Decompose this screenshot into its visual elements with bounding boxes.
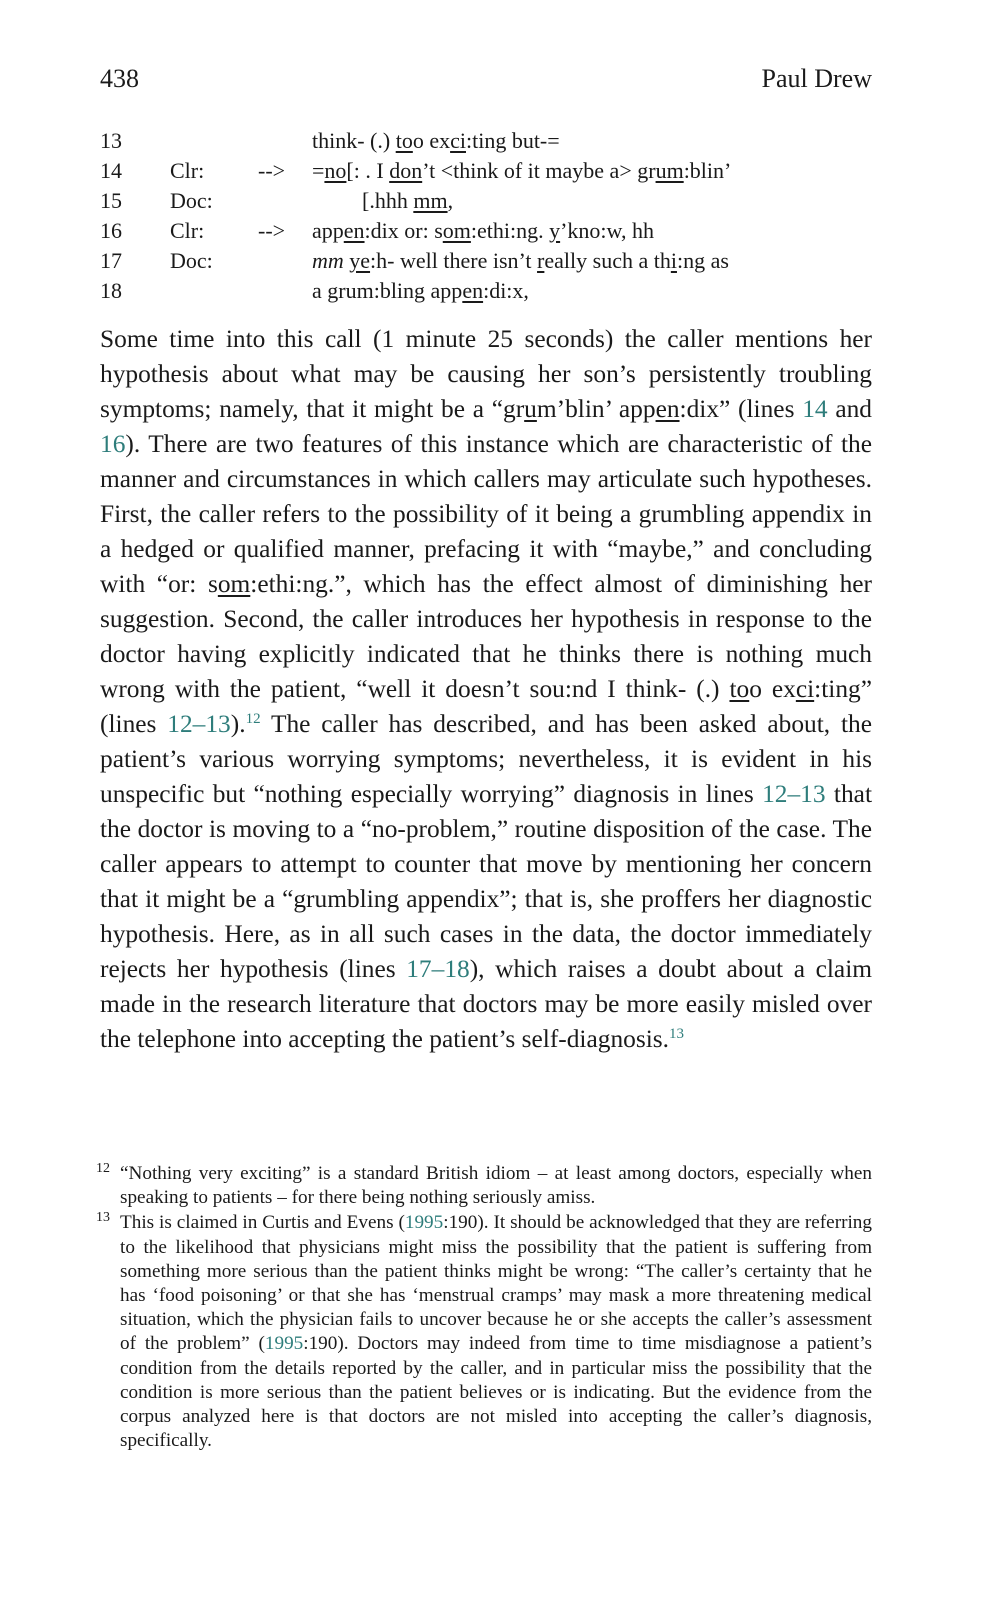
line-reference-link[interactable]: 16 [100,430,126,458]
utterance-text: think- (.) too exci:ting but-= [312,128,560,153]
footnote-13 [96,1210,873,1453]
footnote-12 [96,1161,872,1210]
line-number: 18 [100,278,122,303]
transcript-line [100,158,872,188]
transcript-line [100,218,872,248]
utterance-text: =no[: . I don’t <think of it maybe a> grum:blin’ [312,158,732,183]
speaker-label: Doc: [170,248,213,273]
citation-link[interactable]: 1995 [404,1212,444,1234]
transcript-line [100,188,872,218]
line-reference-link[interactable]: 14 [802,395,828,423]
line-reference-link[interactable]: 12–13 [762,780,826,808]
footnotes [96,1161,873,1454]
line-number: 16 [100,218,122,243]
footnote-number: 12 [96,1161,110,1176]
speaker-label: Clr: [170,218,205,243]
running-head-author: Paul Drew [761,64,872,93]
page-number: 438 [100,64,139,93]
footnote-marker[interactable]: 13 [669,1026,685,1042]
footnote-text: “Nothing very exciting” is a standard British idiom – at least among doctors, especially when speaking to patients – for there being nothing seriously amiss. [120,1163,872,1209]
transcript-line [100,248,872,278]
arrow-marker: --> [258,158,286,183]
line-number: 17 [100,248,122,273]
speaker-label: Doc: [170,188,213,213]
footnote-text: This is claimed in Curtis and Evens (1995:190). It should be acknowledged that they are referring to the likelihood that physicians might miss the possibility that the patient is suffering from something more serious than the patient thinks might be wrong: “The caller’s certainty that he has ‘food poisoning’ or that she has ‘menstrual cramps’ may mask a more threatening medical situation, which the physician fails to uncover because he or she accepts the caller’s assessment of the problem” (1995:190). Doctors may indeed from time to time misdiagnose a patient’s condition from the details reported by the caller, and in particular miss the possibility that the condition is more serious than the patient believes or is indicating. But the evidence from the corpus analyzed here is that doctors are not misled into accepting the caller’s diagnosis, specifically. [120,1212,873,1452]
transcript-line [100,128,872,158]
utterance-text: [.hhh mm, [362,188,454,213]
line-number: 14 [100,158,122,183]
body-paragraph: Some time into this call (1 minute 25 seconds) the caller mentions her hypothesis about what may be causing her son’s persistently troubling symptoms; namely, that it might be a “grum’blin’ appen:dix” (lines 14 and 16). There are two features of this instance which are characteristic of the manner and circumstances in which callers may articulate such hypotheses. First, the caller refers to the possibility of it being a grumbling appendix in a hedged or qualified manner, prefacing it with “maybe,” and concluding with “or: som:ethi:ng.”, which has the effect almost of diminishing her suggestion. Second, the caller introduces her hypothesis in response to the doctor having explicitly indicated that he thinks there is nothing much wrong with the patient, “well it doesn’t sou:nd I think- (.) too exci:ting” (lines 12–13).$^{12}$ The caller has described, and has been asked about, the patient’s various worrying symptoms; nevertheless, it is evident in his unspecific but “nothing especially worrying” diagnosis in lines 12–13 that the doctor is moving to a “no-problem,” routine disposition of the case. The caller appears to attempt to counter that move by mentioning her concern that it might be a “grumbling appendix”; that is, she proffers her diagnostic hypothesis. Here, as in all such cases in the data, the doctor immediately rejects her hypothesis (lines 17–18), which raises a doubt about a claim made in the research literature that doctors may be more easily misled over the telephone into accepting the patient’s self-diagnosis.$^{13}$ [100,325,873,1053]
speaker-label: Clr: [170,158,205,183]
utterance-text: mm ye:h- well there isn’t really such a thi:ng as [312,248,729,273]
utterance-text: appen:dix or: som:ethi:ng. y’kno:w, hh [312,218,655,243]
line-reference-link[interactable]: 12–13 [167,710,231,738]
arrow-marker: --> [258,218,286,243]
transcript-line [100,278,872,308]
running-header [100,64,872,104]
line-number: 15 [100,188,122,213]
utterance-text: a grum:bling appen:di:x, [312,278,529,303]
line-number: 13 [100,128,122,153]
line-reference-link[interactable]: 17–18 [406,955,470,983]
transcript-excerpt [100,128,872,308]
citation-link[interactable]: 1995 [264,1333,304,1355]
footnote-number: 13 [96,1210,110,1226]
footnote-marker[interactable]: 12 [245,711,261,727]
